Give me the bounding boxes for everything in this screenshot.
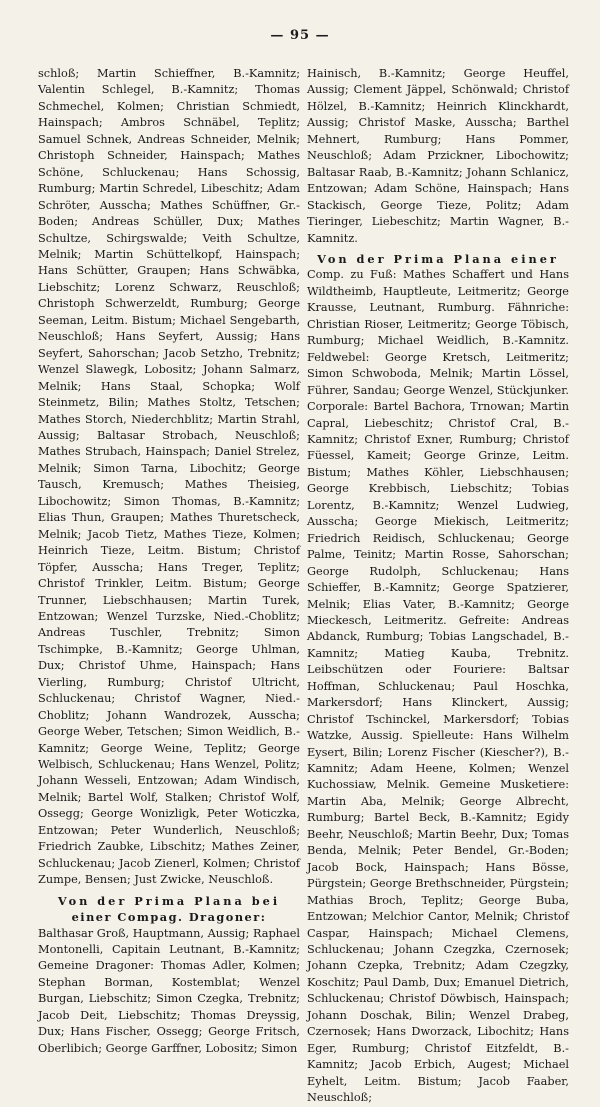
left-paragraph-2: Balthasar Groß, Hauptmann, Aussig; Raphael Montonelli, Capitain Leutnant, B.-Kamnitz; Gemeine Dragoner: Thomas Adler, Kolmen; Stephan Borman, Kostemblat; Wenzel Burgan, Liebschitz; Simon Czegka, Trebnitz; Jacob Deit, Liebschitz; Thomas Dreyssig, Dux; Hans Fischer, Ossegg; George Fritsch, Oberlibich; George Garffner, Lobositz; Simon	[38, 926, 300, 1055]
page-number: — 95 —	[270, 28, 330, 43]
left-paragraph-1: schloß; Martin Schieffner, B.-Kamnitz; Valentin Schlegel, B.-Kamnitz; Thomas Schmechel, Kolmen; Christian Schmiedt, Hainspach; Ambros Schnäbel, Teplitz; Samuel Schnek, Andreas Schneider, Melnik; Christoph Schneider, Hainspach; Mathes Schöne, Schluckenau; Hans Schossig, Rumburg; Martin Schredel, Libeschitz; Adam Schröter, Ausscha; Mathes Schüffner, Gr.-Boden; Andreas Schüller, Dux; Mathes Schultze, Schirgswalde; Veith Schultze, Melnik; Martin Schüttelkopf, Hainspach; Hans Schütter, Graupen; Hans Schwäbka, Liebschitz; Lorenz Schwarz, Reuschloß; Christoph Schwerzeldt, Rumburg; George Seeman, Leitm. Bistum; Michael Sengebarth, Neuschloß; Hans Seyfert, Aussig; Hans Seyfert, Sahorschan; Jacob Setzho, Trebnitz; Wenzel Slawegk, Lobositz; Johann Salmarz, Melnik; Hans Staal, Schopka; Wolf Steinmetz, Bilin; Mathes Stoltz, Tetschen; Mathes Storch, Niederchblitz; Martin Strahl, Aussig; Baltasar Strobach, Neuschloß; Mathes Strubach, Hainspach; Daniel Strelez, Melnik; Simon Tarna, Libochitz; George Tausch, Kremusch; Mathes Theisieg, Libochowitz; Simon Thomas, B.-Kamnitz; Elias Thun, Graupen; Mathes Thuretscheck, Melnik; Jacob Tietz, Mathes Tieze, Kolmen; Heinrich Tieze, Leitm. Bistum; Christof Töpfer, Ausscha; Hans Treger, Teplitz; Christof Trinkler, Leitm. Bistum; George Trunner, Liebschhausen; Martin Turek, Entzowan; Wenzel Turzske, Nied.-Choblitz; Andreas Tuschler, Trebnitz; Simon Tschimpke, B.-Kamnitz; George Uhlman, Dux; Christof Uhme, Hainspach; Hans Vierling, Rumburg; Christof Ultricht, Schluckenau; Christof Wagner, Nied.-Choblitz; Johann Wandrozek, Ausscha; George Weber, Tetschen; Simon Weidlich, B.-Kamnitz; George Weine, Teplitz; George Welbisch, Schluckenau; Hans Wenzel, Politz; Johann Wesseli, Entzowan; Adam Windisch, Melnik; Bartel Wolf, Stalken; Christof Wolf, Ossegg; George Wonizligk, Peter Woticzka, Entzowan; Peter Wunderlich, Neuschloß; Friedrich Zaubke, Libschitz; Mathes Zeiner, Schluckenau; Jacob Zienerl, Kolmen; Christof Zumpe, Bensen; Just Zwicke, Neuschloß.	[38, 67, 300, 887]
right-paragraph-1: Hainisch, B.-Kamnitz; George Heuffel, Aussig; Clement Jäppel, Schönwald; Christof Hölzel, B.-Kamnitz; Heinrich Klinckhardt, Aussig; Christof Maske, Ausscha; Barthel Mehnert, Rumburg; Hans Pommer, Neuschloß; Adam Przickner, Libochowitz; Baltasar Raab, B.-Kamnitz; Johann Schlanicz, Entzowan; Adam Schöne, Hainspach; Hans Stackisch, George Tieze, Politz; Adam Tieringer, Liebeschitz; Martin Wagner, B.-Kamnitz.	[307, 67, 569, 245]
left-heading-dragoner-line-1: Von der Prima Plana bei	[57, 893, 281, 908]
left-heading-dragoner-line-2: einer Compag. Dragoner:	[71, 910, 267, 925]
right-paragraph-2: Comp. zu Fuß: Mathes Schaffert und Hans Wildtheimb, Hauptleute, Leitmeritz; George Krausse, Leutnant, Rumburg. Fähnriche: Christian Rioser, Leitmeritz; George Töbisch, Rumburg; Michael Weidlich, B.-Kamnitz. Feldwebel: George Kretsch, Leitmeritz; Simon Schwoboda, Melnik; Martin Lössel, Führer, Sandau; George Wenzel, Stückjunker. Corporale: Bartel Bachora, Trnowan; Martin Capral, Liebeschitz; Christof Cral, B.-Kamnitz; Christof Exner, Rumburg; Christof Füessel, Kameit; George Grinze, Leitm. Bistum; Mathes Köhler, Liebschhausen; George Krebbisch, Liebschitz; Tobias Lorentz, B.-Kamnitz; Wenzel Ludwieg, Ausscha; George Miekisch, Leitmeritz; Friedrich Reidisch, Schluckenau; George Palme, Teinitz; Martin Rosse, Sahorschan; George Rudolph, Schluckenau; Hans Schieffer, B.-Kamnitz; George Spatzierer, Melnik; Elias Vater, B.-Kamnitz; George Mieckesch, Leitmeritz. Gefreite: Andreas Abdanck, Rumburg; Tobias Langschadel, B.-Kamnitz; Matieg Kauba, Trebnitz. Leibschützen oder Fouriere: Baltsar Hoffman, Schluckenau; Paul Hoschka, Markersdorf; Hans Klinckert, Aussig; Christof Tschinckel, Markersdorf; Tobias Watzke, Aussig. Spielleute: Hans Wilhelm Eysert, Bilin; Lorenz Fischer (Kiescher?), B.-Kamnitz; Adam Heene, Kolmen; Wenzel Kuchossiaw, Melnik. Gemeine Musketiere: Martin Aba, Melnik; George Albrecht, Rumburg; Bartel Beck, B.-Kamnitz; Egidy Beehr, Neuschloß; Martin Beehr, Dux; Tomas Benda, Melnik; Peter Bendel, Gr.-Boden; Jacob Bock, Hainspach; Hans Bösse, Pürgstein; George Brethschneider, Pürgstein; Mathias Broch, Teplitz; George Buba, Entzowan; Melchior Cantor, Melnik; Christof Caspar, Hainspach; Michael Clemens, Schluckenau; Johann Czegzka, Czernosek; Johann Czepka, Trebnitz; Adam Czegzky, Koschitz; Paul Damb, Dux; Emanuel Dietrich, Schluckenau; Christof Döwbisch, Hainspach; Johann Doschak, Bilin; Wenzel Drabeg, Czernosek; Hans Dworzack, Libochitz; Hans Eger, Rumburg; Christof Eitzfeldt, B.-Kamnitz; Jacob Erbich, Augest; Michael Eyhelt, Leitm. Bistum; Jacob Faaber, Neuschloß;	[307, 268, 569, 1105]
left-column	[38, 66, 300, 1057]
right-column	[307, 66, 569, 1107]
right-heading-prima-plana: Von der Prima Plana einer	[317, 251, 559, 266]
